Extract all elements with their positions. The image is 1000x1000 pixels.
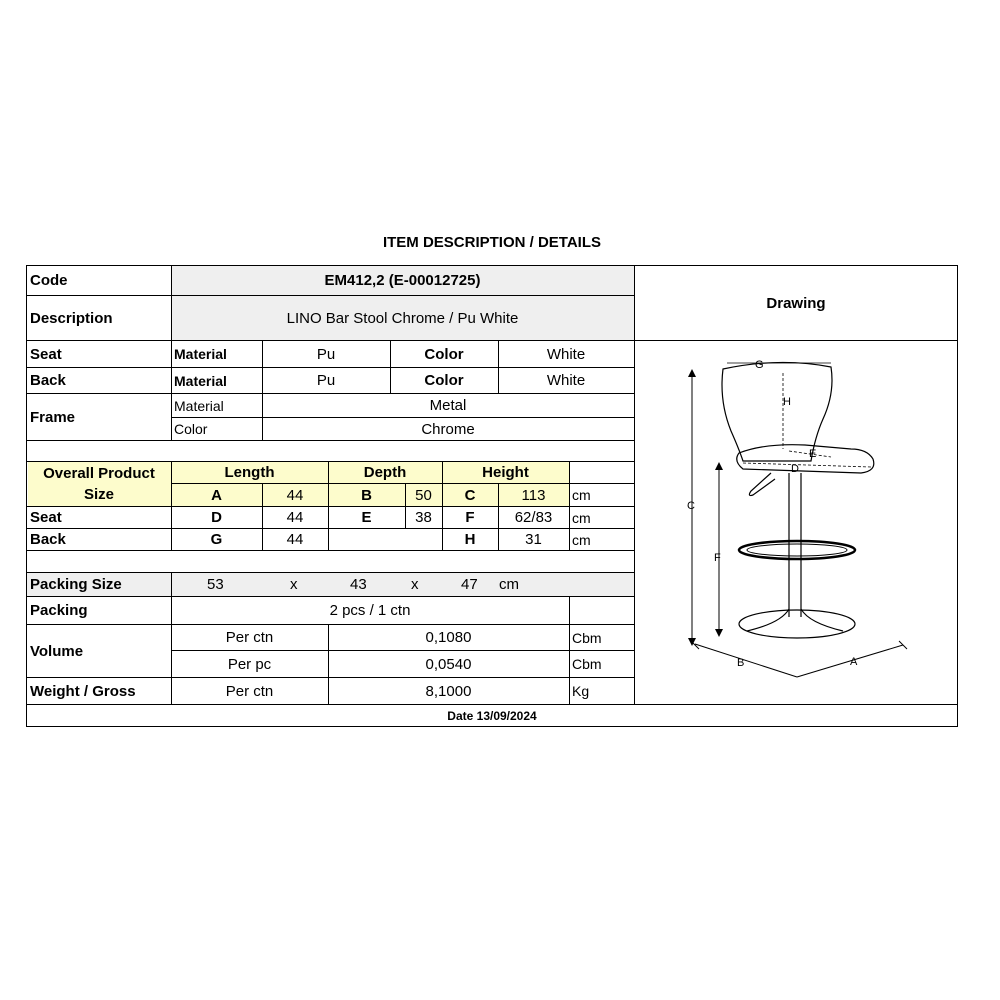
bar-stool-drawing — [635, 341, 957, 704]
drawing-letter-c: C — [687, 500, 695, 512]
drawing-letter-f: F — [714, 552, 721, 564]
frame-material-label: Material — [174, 397, 224, 414]
dim-value-e: 38 — [415, 509, 432, 526]
seat-color-label: Color — [424, 345, 464, 363]
code-label: Code — [30, 272, 68, 289]
back-color-label: Color — [424, 372, 464, 389]
height-label: Height — [482, 464, 529, 481]
dim-value-g: 44 — [286, 531, 304, 548]
weight-label: Weight / Gross — [30, 682, 136, 700]
back-label: Back — [30, 372, 66, 389]
back-dim-label: Back — [30, 531, 66, 548]
drawing-letter-a: A — [850, 656, 858, 668]
dim-key-d: D — [211, 509, 222, 526]
volume-label: Volume — [30, 642, 84, 660]
packing-size-x2: x — [411, 576, 419, 593]
volume-per-ctn-label: Per ctn — [225, 629, 274, 646]
packing-size-width: 43 — [350, 576, 367, 593]
seat-dim-label: Seat — [30, 509, 62, 526]
back-material-value: Pu — [316, 372, 336, 389]
packing-size-length: 53 — [207, 576, 224, 593]
length-label: Length — [224, 464, 275, 481]
dim-unit-back: cm — [572, 531, 591, 548]
dim-value-f: 62/83 — [514, 509, 553, 526]
packing-size-unit: cm — [499, 576, 519, 593]
overall-size-label-line1: Overall Product — [43, 464, 155, 482]
description-value: LINO Bar Stool Chrome / Pu White — [286, 309, 519, 327]
drawing-letter-g: G — [755, 359, 764, 371]
date-footer: Date 13/09/2024 — [447, 708, 537, 723]
back-material-label: Material — [174, 372, 227, 389]
dim-unit-seat: cm — [572, 509, 591, 526]
packing-label: Packing — [30, 602, 88, 619]
drawing-letter-h: H — [783, 396, 791, 408]
back-color-value: White — [546, 372, 586, 389]
weight-per-ctn-label: Per ctn — [225, 682, 274, 700]
dim-unit-overall: cm — [572, 487, 591, 503]
frame-label: Frame — [30, 408, 76, 426]
volume-per-ctn-value: 0,1080 — [425, 629, 472, 646]
weight-value: 8,1000 — [425, 682, 472, 700]
dim-key-b: B — [361, 486, 372, 504]
packing-size-x1: x — [290, 576, 298, 593]
weight-unit: Kg — [572, 683, 590, 699]
overall-size-label-line2: Size — [83, 485, 114, 503]
dim-key-f: F — [465, 509, 475, 526]
code-value: EM412,2 (E-00012725) — [324, 272, 481, 289]
frame-color-label: Color — [174, 421, 208, 437]
seat-material-label: Material — [174, 346, 227, 362]
dim-value-b: 50 — [415, 486, 432, 504]
dim-key-h: H — [464, 531, 476, 548]
dim-value-c: 113 — [521, 486, 546, 504]
frame-material-value: Metal — [429, 397, 467, 414]
drawing-letter-e: E — [809, 448, 817, 460]
dim-value-d: 44 — [286, 509, 304, 526]
drawing-letter-d: D — [791, 463, 799, 475]
volume-per-ctn-unit: Cbm — [572, 629, 602, 646]
drawing-label: Drawing — [766, 294, 826, 312]
seat-label: Seat — [30, 345, 62, 363]
description-label: Description — [30, 309, 113, 327]
depth-label: Depth — [363, 464, 407, 481]
seat-material-value: Pu — [316, 345, 336, 363]
document-title: ITEM DESCRIPTION / DETAILS — [382, 234, 602, 251]
volume-per-pc-unit: Cbm — [572, 656, 602, 672]
packing-value: 2 pcs / 1 ctn — [329, 602, 411, 619]
frame-color-value: Chrome — [421, 420, 475, 438]
dim-value-a: 44 — [286, 486, 304, 504]
volume-per-pc-value: 0,0540 — [425, 655, 472, 673]
packing-size-label: Packing Size — [30, 576, 122, 593]
dim-value-h: 31 — [525, 531, 542, 548]
seat-color-value: White — [546, 345, 586, 363]
dim-key-c: C — [464, 486, 476, 504]
dim-key-e: E — [361, 509, 372, 526]
dim-key-g: G — [210, 531, 223, 548]
dim-key-a: A — [211, 486, 222, 504]
packing-size-height: 47 — [461, 576, 478, 593]
drawing-letter-b: B — [737, 657, 745, 669]
volume-per-pc-label: Per pc — [227, 655, 272, 673]
